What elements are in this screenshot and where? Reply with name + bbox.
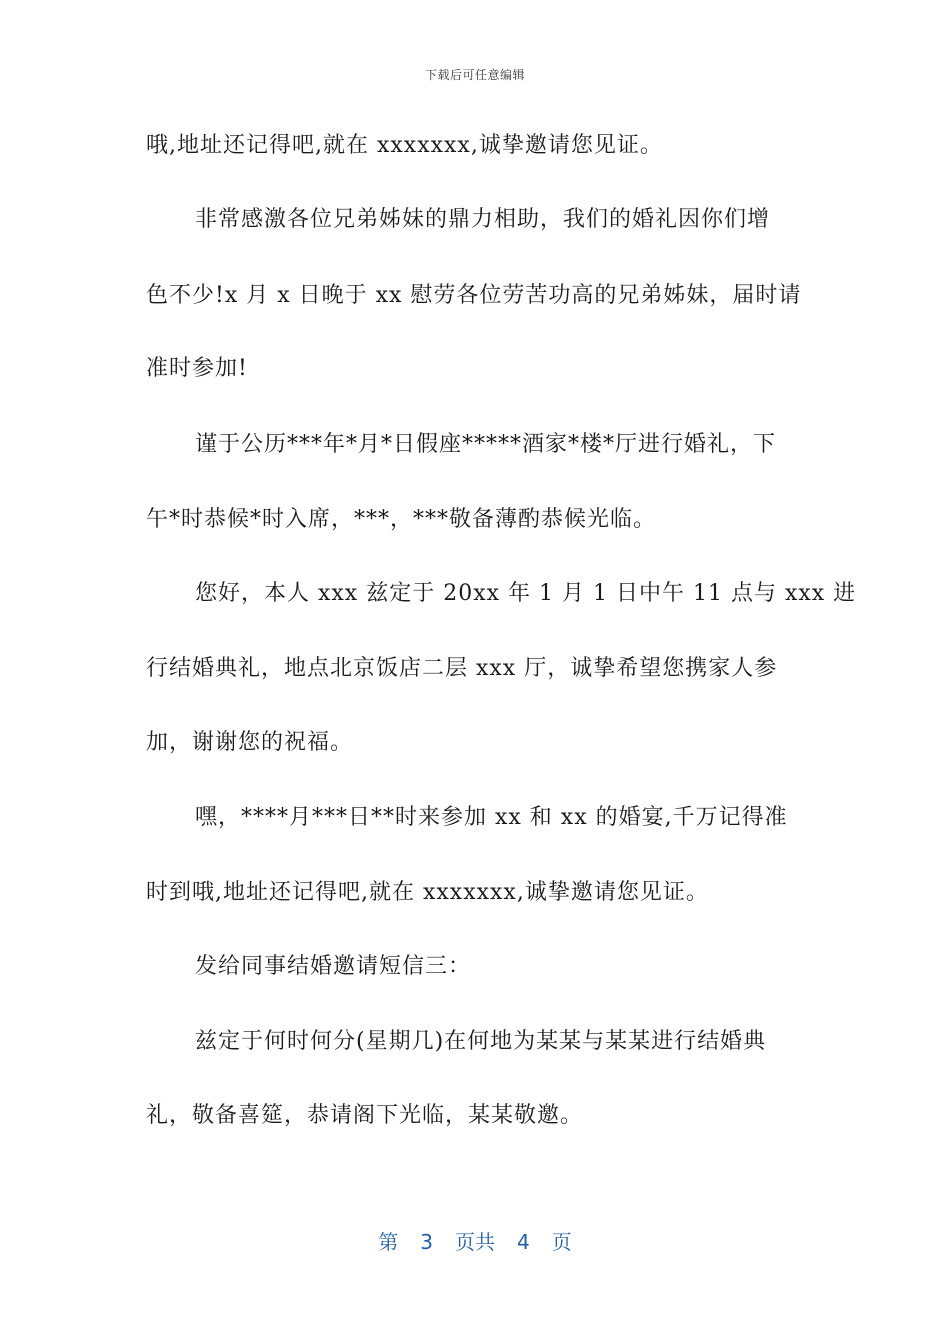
footer-current-page: 3 <box>420 1230 433 1254</box>
footer-suffix: 页 <box>551 1230 572 1254</box>
body-line-6: 午*时恭候*时入席，***，***敬备薄酌恭候光临。 <box>146 507 657 532</box>
body-line-4: 准时参加! <box>146 356 248 381</box>
footer-prefix: 第 <box>378 1230 399 1254</box>
page-header: 下载后可任意编辑 <box>424 68 525 82</box>
page-footer <box>0 1226 950 1255</box>
body-line-10: 嘿，****月***日**时来参加 xx 和 xx 的婚宴,千万记得准 <box>195 805 788 830</box>
footer-total-pages: 4 <box>517 1230 530 1254</box>
footer-middle: 页共 <box>455 1230 495 1254</box>
body-line-14: 礼，敬备喜筵，恭请阁下光临，某某敬邀。 <box>146 1103 584 1128</box>
body-line-3: 色不少!x 月 x 日晚于 xx 慰劳各位劳苦功高的兄弟姊妹，届时请 <box>146 283 802 308</box>
body-line-1: 哦,地址还记得吧,就在 xxxxxxx,诚挚邀请您见证。 <box>146 133 663 158</box>
body-line-13: 兹定于何时何分(星期几)在何地为某某与某某进行结婚典 <box>195 1029 767 1054</box>
body-line-9: 加，谢谢您的祝福。 <box>146 730 354 755</box>
body-line-12: 发给同事结婚邀请短信三： <box>195 954 472 979</box>
body-line-7: 您好，本人 xxx 兹定于 20xx 年 1 月 1 日中午 11 点与 xxx 进 <box>195 581 857 606</box>
body-line-5: 谨于公历***年*月*日假座*****酒家*楼*厅进行婚礼，下 <box>195 432 777 457</box>
body-line-2: 非常感激各位兄弟姊妹的鼎力相助，我们的婚礼因你们增 <box>195 207 771 232</box>
body-line-11: 时到哦,地址还记得吧,就在 xxxxxxx,诚挚邀请您见证。 <box>146 880 709 905</box>
body-line-8: 行结婚典礼，地点北京饭店二层 xxx 厅，诚挚希望您携家人参 <box>146 656 778 681</box>
